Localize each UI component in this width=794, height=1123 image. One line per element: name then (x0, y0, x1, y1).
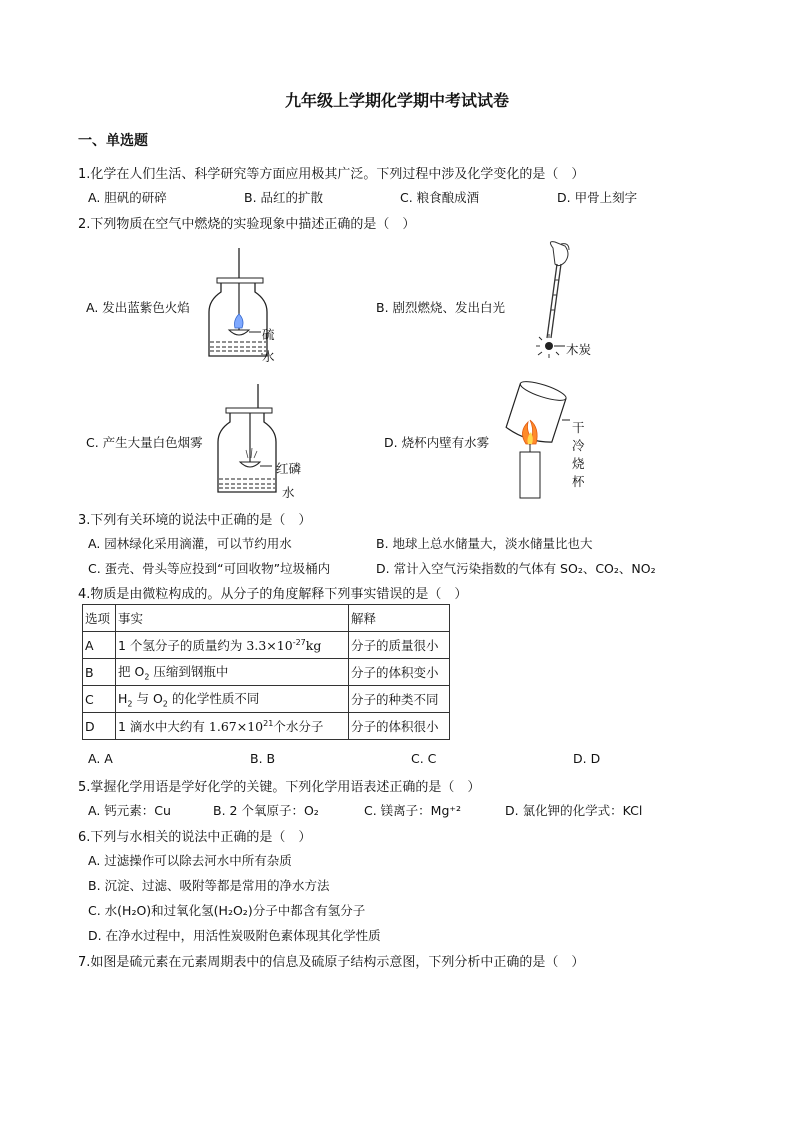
table-row (83, 686, 450, 713)
fact-text: 1 滴水中大约有 (118, 719, 205, 734)
q2-label-red-phosphorus: 红磷 (276, 461, 302, 476)
q4-option-c[interactable]: C. C (411, 751, 437, 766)
question-1-stem: 1.化学在人们生活、科学研究等方面应用极其广泛。下列过程中涉及化学变化的是（ ） (78, 167, 585, 182)
sulfur-jar-figure (205, 248, 295, 368)
header-explanation: 解释 (349, 605, 450, 632)
question-2-stem: 2.下列物质在空气中燃烧的实验现象中描述正确的是（ ） (78, 217, 416, 232)
q4-option-a[interactable]: A. A (88, 751, 113, 766)
question-3-stem: 3.下列有关环境的说法中正确的是（ ） (78, 513, 312, 528)
q2-label-beaker-4: 杯 (572, 474, 585, 489)
fact-unit: 个水分子 (273, 719, 324, 734)
fact-subscript: 2 (144, 672, 150, 682)
row-fact (116, 713, 349, 740)
q6-option-b[interactable]: B. 沉淀、过滤、吸附等都是常用的净水方法 (88, 878, 330, 893)
table-header-row (83, 605, 450, 632)
table-row (83, 713, 450, 740)
fact-value: 3.3×10 (246, 638, 293, 653)
question-6-stem: 6.下列与水相关的说法中正确的是（ ） (78, 830, 312, 845)
q3-option-d[interactable]: D. 常计入空气污染指数的气体有 SO₂、CO₂、NO₂ (376, 561, 656, 576)
q5-option-c[interactable]: C. 镁离子：Mg⁺² (364, 803, 462, 818)
row-explanation: 分子的体积很小 (349, 713, 450, 740)
phosphorus-jar-figure (214, 384, 294, 494)
row-explanation: 分子的质量很小 (349, 632, 450, 659)
fact-text-post: 压缩到钢瓶中 (149, 664, 229, 680)
table-row (83, 659, 450, 686)
row-explanation: 分子的体积变小 (349, 659, 450, 686)
header-option: 选项 (83, 605, 116, 632)
row-option: B (83, 659, 116, 686)
fact-exponent: 21 (263, 718, 274, 728)
row-fact (116, 632, 349, 659)
q5-option-b[interactable]: B. 2 个氧原子：O₂ (213, 803, 319, 818)
row-option: D (83, 713, 116, 740)
row-explanation: 分子的种类不同 (349, 686, 450, 713)
fact-subscript: 2 (127, 699, 133, 709)
q4-option-b[interactable]: B. B (250, 751, 276, 766)
q6-option-c[interactable]: C. 水(H₂O)和过氧化氢(H₂O₂)分子中都含有氢分子 (88, 903, 366, 918)
q2-label-beaker-2: 冷 (572, 438, 585, 453)
q3-option-a[interactable]: A. 园林绿化采用滴灌，可以节约用水 (88, 536, 292, 551)
row-fact (116, 659, 349, 686)
q2-label-water-a: 水 (262, 349, 275, 364)
fact-value: 1.67×10 (208, 719, 264, 734)
q6-option-a[interactable]: A. 过滤操作可以除去河水中所有杂质 (88, 853, 292, 868)
beaker-candle-figure (504, 380, 570, 500)
q1-option-c[interactable]: C. 粮食酿成酒 (400, 190, 480, 205)
header-fact: 事实 (116, 605, 349, 632)
q1-option-d[interactable]: D. 甲骨上刻字 (557, 190, 638, 205)
q2-label-charcoal: 木炭 (566, 342, 592, 357)
row-fact (116, 686, 349, 713)
row-option: C (83, 686, 116, 713)
q2-label-water-c: 水 (282, 485, 295, 500)
question-5-stem: 5.掌握化学用语是学好化学的关键。下列化学用语表述正确的是（ ） (78, 780, 481, 795)
q2-option-d[interactable]: D. 烧杯内壁有水雾 (384, 435, 490, 450)
fact-subscript-2: 2 (162, 699, 168, 709)
q3-option-c[interactable]: C. 蛋壳、骨头等应投到“可回收物”垃圾桶内 (88, 561, 331, 576)
fact-text: 1 个氢分子的质量约为 (118, 638, 243, 653)
q2-label-beaker-3: 烧 (572, 456, 585, 471)
fact-text: H (118, 691, 128, 707)
page-title: 九年级上学期化学期中考试试卷 (284, 91, 509, 110)
q2-option-b[interactable]: B. 剧烈燃烧、发出白光 (376, 300, 506, 315)
question-7-stem: 7.如图是硫元素在元素周期表中的信息及硫原子结构示意图，下列分析中正确的是（ ） (78, 955, 585, 970)
fact-text: 把 O (118, 664, 145, 680)
q1-option-a[interactable]: A. 胆矾的研碎 (88, 190, 167, 205)
fact-unit: kg (305, 638, 322, 653)
fact-exponent: -27 (292, 637, 306, 647)
row-option: A (83, 632, 116, 659)
q6-option-d[interactable]: D. 在净水过程中，用活性炭吸附色素体现其化学性质 (88, 928, 381, 943)
section-heading: 一、单选题 (78, 133, 148, 149)
table-row (83, 632, 450, 659)
q2-label-sulfur: 硫 (262, 327, 275, 342)
question-4-stem: 4.物质是由微粒构成的。从分子的角度解释下列事实错误的是（ ） (78, 587, 468, 602)
q2-option-a[interactable]: A. 发出蓝紫色火焰 (86, 300, 190, 315)
q3-option-b[interactable]: B. 地球上总水储量大，淡水储量比也大 (376, 536, 593, 551)
q5-option-a[interactable]: A. 钙元素：Cu (88, 803, 171, 818)
q4-table (82, 604, 450, 740)
fact-text-mid: 与 O (132, 691, 163, 707)
q2-option-c[interactable]: C. 产生大量白色烟雾 (86, 435, 203, 450)
fact-text-post: 的化学性质不同 (167, 691, 260, 707)
q4-option-d[interactable]: D. D (573, 751, 601, 766)
q2-label-beaker-1: 干 (572, 420, 585, 435)
q1-option-b[interactable]: B. 品红的扩散 (244, 190, 324, 205)
q5-option-d[interactable]: D. 氯化钾的化学式：KCl (505, 803, 643, 818)
